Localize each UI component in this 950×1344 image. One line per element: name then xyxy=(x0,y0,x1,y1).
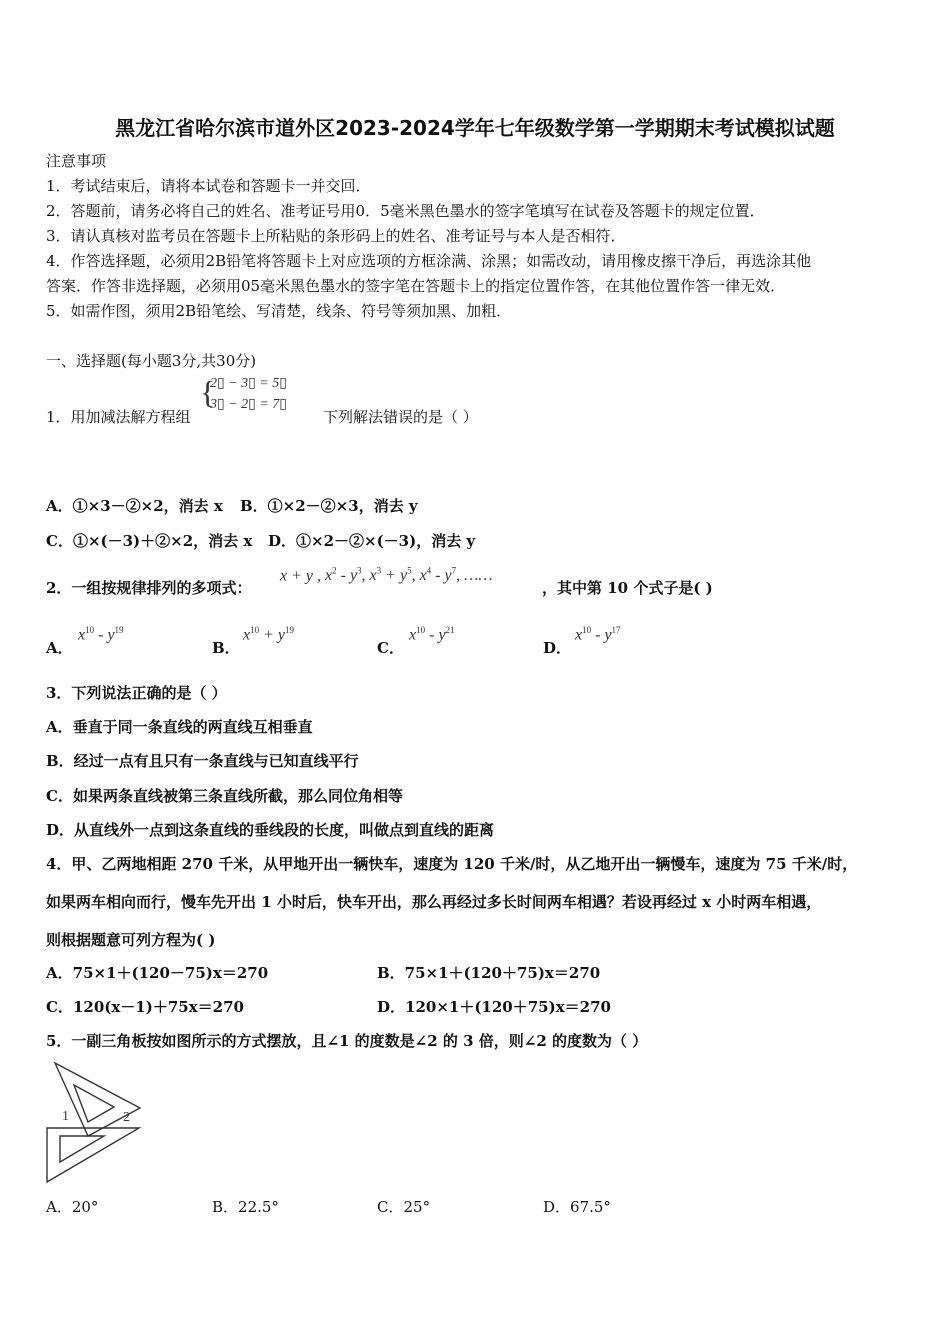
q3-stem: 3．下列说法正确的是（ ） xyxy=(46,684,227,702)
q2-option-c-expr[interactable]: $x^{10} - y^{21}$ xyxy=(409,625,455,644)
q2-option-a-label[interactable]: A． xyxy=(46,639,73,657)
q4-option-d[interactable]: D．120×1＋(120＋75)x＝270 xyxy=(377,998,611,1016)
q2-option-d-expr[interactable]: $x^{10} - y^{17}$ xyxy=(575,625,621,644)
q1-option-c[interactable]: C．①×(－3)＋②×2，消去 x xyxy=(46,532,253,550)
section-heading: 一、选择题(每小题3分,共30分) xyxy=(46,352,257,370)
q2-sequence xyxy=(280,566,493,585)
q2-seq-term4: $x^4 - y^7$, …… xyxy=(419,566,493,585)
q2-option-b-label[interactable]: B． xyxy=(212,639,240,657)
q1-equation-2: 3▯ − 2▯ = 7▯ xyxy=(210,397,288,412)
q1-option-a[interactable]: A．①×3－②×2，消去 x xyxy=(46,497,223,515)
upper-triangle-outer xyxy=(55,1063,140,1136)
q2-seq-term2: $x^2 - y^3$, xyxy=(325,566,366,585)
q4-stem-line3: 则根据题意可列方程为( ) xyxy=(46,931,216,949)
q1-brace: { xyxy=(200,374,216,410)
q4-stem-line2: 如果两车相向而行，慢车先开出 1 小时后，快车开出，那么再经过多长时间两车相遇？若设再经过 x 小时两车相遇， xyxy=(46,893,822,911)
q3-option-b[interactable]: B．经过一点有且只有一条直线与已知直线平行 xyxy=(46,752,359,770)
notice-heading: 注意事项 xyxy=(46,152,107,170)
q2-option-b-expr[interactable]: $x^{10} + y^{19}$ xyxy=(243,625,295,644)
q2-seq-term1: x + y , xyxy=(280,567,321,585)
q5-option-a[interactable]: A．20° xyxy=(46,1198,99,1216)
q3-option-c[interactable]: C．如果两条直线被第三条直线所截，那么同位角相等 xyxy=(46,787,403,805)
q3-option-a[interactable]: A．垂直于同一条直线的两直线互相垂直 xyxy=(46,718,313,736)
q1-equation-1: 2▯ − 3▯ = 5▯ xyxy=(210,376,288,391)
notice-item: 1．考试结束后，请将本试卷和答题卡一并交回． xyxy=(46,177,371,195)
q5-option-b[interactable]: B．22.5° xyxy=(212,1198,279,1216)
notice-item: 答案．作答非选择题，必须用05毫米黑色墨水的签字笔在答题卡上的指定位置作答，在其他位置作答一律无效． xyxy=(46,277,786,295)
notice-item: 3．请认真核对监考员在答题卡上所粘贴的条形码上的姓名、准考证号与本人是否相符． xyxy=(46,227,626,245)
q2-option-d-label[interactable]: D． xyxy=(543,639,572,657)
angle-1-label: 1 xyxy=(62,1109,69,1124)
q2-prefix: 2．一组按规律排列的多项式： xyxy=(46,579,252,597)
q2-option-a-expr[interactable]: $x^{10} - y^{19}$ xyxy=(78,625,124,644)
q4-option-c[interactable]: C．120(x－1)＋75x＝270 xyxy=(46,998,244,1016)
q2-option-c-label[interactable]: C． xyxy=(377,639,404,657)
q5-option-d[interactable]: D．67.5° xyxy=(543,1198,611,1216)
q4-option-a[interactable]: A．75×1＋(120－75)x＝270 xyxy=(46,964,269,982)
q5-option-c[interactable]: C．25° xyxy=(377,1198,431,1216)
q3-option-d[interactable]: D．从直线外一点到这条直线的垂线段的长度，叫做点到直线的距离 xyxy=(46,821,495,839)
q5-stem: 5．一副三角板按如图所示的方式摆放，且∠1 的度数是∠2 的 3 倍，则∠2 的度数为（ ） xyxy=(46,1032,648,1050)
q1-option-d[interactable]: D．①×2－②×(－3)，消去 y xyxy=(268,532,476,550)
q1-option-b[interactable]: B．①×2－②×3，消去 y xyxy=(240,497,418,515)
angle-2-label: 2 xyxy=(123,1110,130,1125)
q4-option-b[interactable]: B．75×1＋(120＋75)x＝270 xyxy=(377,964,601,982)
q4-stem-line1: 4．甲、乙两地相距 270 千米，从甲地开出一辆快车，速度为 120 千米/时，从乙地开出一辆慢车，速度为 75 千米/时， xyxy=(46,855,858,873)
q2-seq-term3: $x^3 + y^5$, xyxy=(369,566,416,585)
q1-prefix: 1．用加减法解方程组 xyxy=(46,408,191,426)
q2-suffix: ，其中第 10 个式子是( ) xyxy=(542,579,713,597)
page-title: 黑龙江省哈尔滨市道外区2023-2024学年七年级数学第一学期期末考试模拟试题 xyxy=(115,116,835,140)
lower-triangle-inner xyxy=(60,1136,104,1162)
triangle-ruler-figure xyxy=(40,1058,150,1188)
notice-item: 5．如需作图，须用2B铅笔绘、写清楚，线条、符号等须加黑、加粗． xyxy=(46,302,512,320)
notice-item: 4．作答选择题，必须用2B铅笔将答题卡上对应选项的方框涂满、涂黑；如需改动，请用橡皮擦干净后，再选涂其他 xyxy=(46,252,812,270)
notice-item: 2．答题前，请务必将自己的姓名、准考证号用0．5毫米黑色墨水的签字笔填写在试卷及答题卡的规定位置． xyxy=(46,202,765,220)
q1-suffix: 下列解法错误的是（ ） xyxy=(323,408,478,426)
